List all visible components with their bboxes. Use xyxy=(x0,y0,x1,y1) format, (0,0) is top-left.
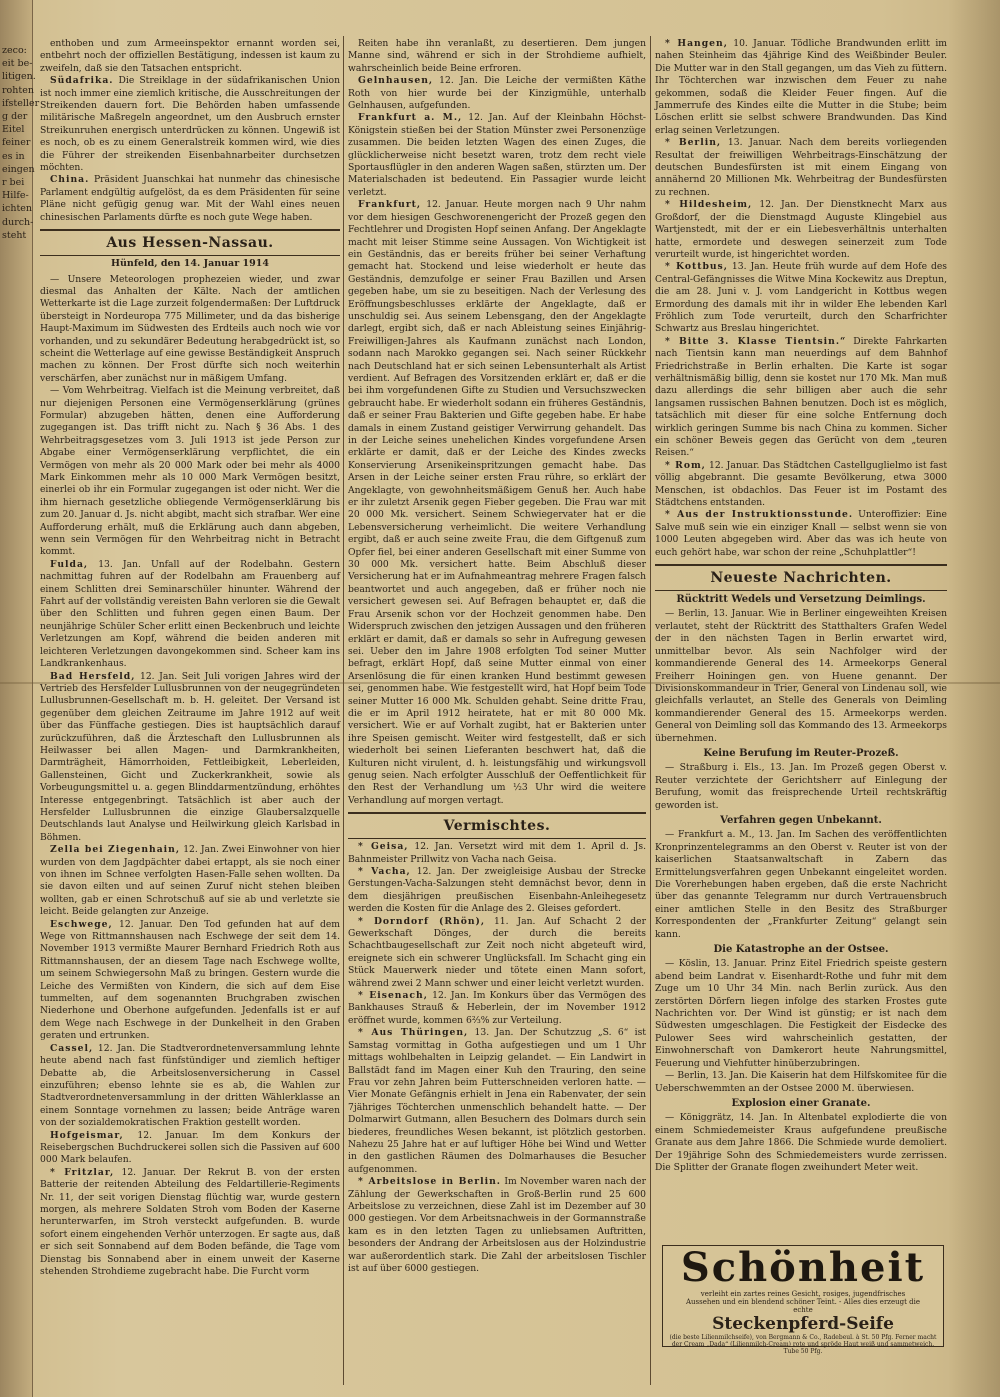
dateline: Hünfeld, den 14. Januar 1914 xyxy=(111,258,269,270)
gutter-fragment-list: zeco: eit be- litigen. rohten ifsteller g der Eitel feiner es in eingen r bei Hilfe- ichten durch- steht xyxy=(2,45,40,241)
article-paragraph: Zella bei Ziegenhain, 12. Jan. Zwei Einwohner von hier wurden von dem Jagdpächter dabei ertappt, als sie noch einer von ihnen im Schnee verfolgten Hasen-Falle sehen wollten. Da sie davon eilten und auf seinen Zuruf nicht stehen bleiben wollten, gab er einen Schrotschuß auf sie ab und verletzte sie leicht. Beide gelangten zur Anzeige. xyxy=(40,844,341,918)
article-paragraph: * Hangen, 10. Januar. Tödliche Brandwunden erlitt im nahen Steinheim das 4jährige Kind des Weißbinder Beuler. Die Mutter war in den Stall gegangen, um das Vieh zu füttern. Ihr Töchterchen war inzwischen dem Feuer zu nahe gekommen, sodaß die Kleider Feuer fingen. Auf die Jammerrufe des Kindes eilte die Mutter in die Stube; beim Löschen erlitt sie selbst schwere Brandwunden. Das Kind erlag seinen Verletzungen. xyxy=(655,38,947,136)
article-paragraph: — Unsere Meteorologen prophezeien wieder, und zwar diesmal das Anhalten der Kälte. Nach der amtlichen Wetterkarte ist die Lage zurzeit folgendermaßen: Der Luftdruck übersteigt in Nordeuropa 775 Millimeter, und da das bisherige Haupt-Maximum im Südwesten des Erdteils auch noch wie vor vorhanden, und zu sekundärer Bedeutung herabgedrückt ist, so scheint die Wetterlage auf eine gewisse Beständigkeit Anspruch machen zu können. Der Frost dürfte sich noch weiterhin verschärfen, aber zunächst nur in mäßigem Umfang. xyxy=(40,273,340,384)
article-paragraph: * Fritzlar, 12. Januar. Der Rekrut B. von der ersten Batterie der reitenden Abteilung des Feldartillerie-Regiments Nr. 11, der seit vorigen Dienstag flüchtig war, wurde gestern morgen, als mehrere Soldaten Stroh vom Boden der Kaserne herunterwarfen, im Stroh versteckt aufgefunden. B. wurde sofort einem eingehenden Verhör unterzogen. Er sagte aus, daß er sich seit Sonnabend auf dem Boden befände, die Tage vom Dienstag bis Sonnabend aber in einem unweit der Kaserne stehenden Strohdieme zugebracht habe. Die Furcht vorm xyxy=(40,1166,340,1277)
article-paragraph: — Berlin, 13. Jan. Die Kaiserin hat dem Hilfskomitee für die Ueberschwemmten an der Ostsee 2000 M. überwiesen. xyxy=(655,1070,947,1094)
article-paragraph: * Dorndorf (Rhön), 11. Jan. Auf Schacht 2 der Gewerkschaft Dönges, der durch die bereits Schachtbaugesellschaft zur Zeit noch nicht abgeteuft wird, ereignete sich ein schwerer Unglücksfall. Im Schacht ging ein Stück Mauerwerk nieder und tötete einen Mann sofort, während zwei 2 Mann schwer und einer leicht verletzt wurden. xyxy=(348,915,646,989)
article-paragraph: * Bitte 3. Klasse Tientsin.“ Direkte Fahrkarten nach Tientsin kann man neuerdings auf dem Bahnhof Friedrichstraße in Berlin erhalten. Die Karte ist sogar verhältnismäßig billig, denn sie kostet nur 170 Mk. Man muß dazu allerdings die sehr billigen aber auch die sehr langsamen russischen Bahnen benutzen. Doch ist es möglich, tatsächlich mit dieser für eine solche Entfernung doch wirklich geringen Summe bis nach China zu kommen. Sicher ein schöner Beweis gegen das Gerücht von dem „teuren Reisen.“ xyxy=(655,335,947,459)
article-paragraph: Fulda, 13. Jan. Unfall auf der Rodelbahn. Gestern nachmittag fuhren auf der Rodelbahn am Frauenberg auf einem Schlitten drei Seminarschüler hinunter. Während der Fahrt auf der vollständig vereisten Bahn verloren sie die Gewalt über den Schlitten und fuhren gegen einen Baum. Der neunjährige Schüler Scher erlitt einen Beckenbruch und leichte Verletzungen am Kopf, während die beiden anderen mit leichteren Verletzungen davongekommen sind. Scheer kam ins Landkrankenhaus. xyxy=(40,558,340,670)
ad-brand: Steckenpferd-Seife xyxy=(712,1314,894,1334)
article-paragraph: Frankfurt a. M., 12. Jan. Auf der Kleinbahn Höchst-Königstein stießen bei der Station Münster zwei Personenzüge zusammen. Die beiden letzten Wagen des einen Zuges, die glücklicherweise nicht besetzt waren, trotz dem recht viele Sportausflügler in den anderen Wagen saßen, stürzten um. Der Materialschaden ist bedeutend. Ein Passagier wurde leicht verletzt. xyxy=(348,112,646,198)
article-paragraph: * Kottbus, 13. Jan. Heute früh wurde auf dem Hofe des Central-Gefängnisses die Witwe Mina Kockewitz aus Dreptun, die am 28. Juni v. J. vom Landgericht in Kottbus wegen Ermordung des damals mit ihr in wilder Ehe lebenden Karl Fröhlich zum Tode verurteilt, durch den Scharfrichter Schwartz aus Breslau hingerichtet. xyxy=(655,261,947,335)
news-headline: Rücktritt Wedels und Versetzung Deimlings. xyxy=(676,594,926,606)
article-paragraph: Cassel, 12. Jan. Die Stadtverordnetenversammlung lehnte heute abend nach fast fünfstündiger und ziemlich heftiger Debatte ab, die Arbeitslosenversicherung in Cassel einzuführen; ebenso lehnte sie es ab, die Wahlen zur Stadtverordnetenversammlung in der dritten Wählerklasse an einem Sonntage vornehmen zu lassen; beide Anträge waren von der sozialdemokratischen Fraktion gestellt worden. xyxy=(40,1042,340,1129)
news-headline: Verfahren gegen Unbekannt. xyxy=(720,814,882,826)
ad-footnote: (die beste Lilienmilchseife), von Bergmann & Co., Radebeul. à St. 50 Pfg. Ferner macht der Cream „Dada“ (Lilienmilch-Cream) rote und spröde Haut weiß und sammetweich. Tube 50 Pfg. xyxy=(669,1334,937,1355)
article-paragraph: — Königgrätz, 14. Jan. In Altenbatel explodierte die von einem Schmiedemeister Kraus aufgefundene preußische Granate aus dem Jahre 1866. Die Schmiede wurde demoliert. Der 19jährige Sohn des Schmiedemeisters wurde zerrissen. Die Splitter der Granate flogen zweihundert Meter weit. xyxy=(655,1112,947,1173)
soap-advertisement xyxy=(662,1244,944,1355)
article-paragraph: — Frankfurt a. M., 13. Jan. Im Sachen des veröffentlichten Kronprinzentelegramms an den Oberst v. Reuter ist von der kaiserlichen Staatsanwaltschaft in Zabern das Ermittelungsverfahren gegen Unbekannt eingeleitet worden. Die Vorerhebungen haben ergeben, daß die erste Nachricht über das genannte Telegramm nur durch Vertrauensbruch einer amtlichen Stelle in den Besitz des Straßburger Korrespondenten der „Frankfurter Zeitung“ gelangt sein kann. xyxy=(655,829,947,940)
news-headline: Keine Berufung im Reuter-Prozeß. xyxy=(703,747,899,759)
column-2 xyxy=(348,38,646,1387)
column-1 xyxy=(40,38,340,1387)
article-paragraph: — Straßburg i. Els., 13. Jan. Im Prozeß gegen Oberst v. Reuter verzichtete der Gerichtsherr auf Einlegung der Berufung, womit das freisprechende Urteil rechtskräftig geworden ist. xyxy=(655,762,947,811)
article-paragraph: * Hildesheim, 12. Jan. Der Dienstknecht Marx aus Großdorf, der die Dienstmagd Auguste Klingebiel aus Wartjenstedt, mit der er ein Liebesverhältnis unterhalten hatte, ermordete und deswegen seinerzeit zum Tode verurteilt wurde, ist hingerichtet worden. xyxy=(655,199,947,260)
article-paragraph: Reiten habe ihn veranlaßt, zu desertieren. Dem jungen Manne sind, während er sich in der Strohdieme aufhielt, wahrscheinlich beide Beine erfroren. xyxy=(348,38,646,74)
article-paragraph: * Berlin, 13. Januar. Nach dem bereits vorliegenden Resultat der freiwilligen Wehrbeitrags-Einschätzung der deutschen Bundesfürsten ist mit einem Eingang von annähernd 20 Millionen Mk. Wehrbeitrag der Bundesfürsten zu rechnen. xyxy=(655,137,947,198)
column-divider xyxy=(650,36,651,1385)
article-paragraph: * Geisa, 12. Jan. Versetzt wird mit dem 1. April d. Js. Bahnmeister Prillwitz von Vacha nach Geisa. xyxy=(348,841,646,865)
article-paragraph: * Arbeitslose in Berlin. Im November waren nach der Zählung der Gewerkschaften in Groß-Berlin rund 25 600 Arbeitslose zu verzeichnen, diese Zahl ist im Dezember auf 30 000 gestiegen. Vor dem Arbeitsnachweis in der Gormannstraße kam es in den letzten Tagen zu unliebsamen Auftritten, besonders der Andrang der Arbeitslosen aus der Holzindustrie war außerordentlich stark. Die Zahl der arbeitslosen Tischler ist auf über 6000 gestiegen. xyxy=(348,1176,646,1274)
article-paragraph: Eschwege, 12. Januar. Den Tod gefunden hat auf dem Wege von Rittmannshausen nach Eschwege der seit dem 14. November 1913 vermißte Maurer Bernhard Friedrich Roth aus Rittmannshausen, der an diesem Tage nach Eschwege wollte, um seinem Schwiegersohn Maß zu bringen. Gestern wurde die Leiche des Vermißten von Kindern, die sich auf dem Eise tummelten, auf dem sogenannten Bruchgraben zwischen Niederhone und Oberhone aufgefunden. Jedenfalls ist er auf dem Wege nach Eschwege in der Dunkelheit in den Graben geraten und ertrunken. xyxy=(40,918,340,1042)
left-margin-fragments xyxy=(0,0,40,1397)
article-paragraph: Bad Hersfeld, 12. Jan. Seit Juli vorigen Jahres wird der Vertrieb des Hersfelder Lullusbrunnen von der neugegründeten Lullusbrunnen-Gesellschaft m. b. H. geleitet. Der Versand ist gegenüber dem gleichen Zeitraume im Jahre 1912 auf weit über das Fünffache gestiegen. Dies ist hauptsächlich darauf zurückzuführen, daß die Ärzteschaft den Lullusbrunnen als Heilwasser bei allen Magen- und Darmkrankheiten, Darmträgheit, Hämorrhoiden, Fettleibigkeit, Leberleiden, Gallensteinen, Gicht und Zuckerkrankheit, sowie als Vorbeugungsmittel u. a. gegen Blinddarmentzündung, erhöhtes Interesse entgegenbringt. Tatsächlich ist aber auch der Hersfelder Lullusbrunnen die einzige Glaubersalzquelle Deutschlands laut Analyse und Heilwirkung gleich Karlsbad in Böhmen. xyxy=(40,670,340,843)
article-paragraph: * Eisenach, 12. Jan. Im Konkurs über das Vermögen des Bankhauses Strauß & Heberlein, der im November 1912 eröffnet wurde, kommen 6⅔% zur Verteilung. xyxy=(348,990,646,1026)
ad-description: verleiht ein zartes reines Gesicht, rosiges, jugendfrisches Aussehen und ein blendend schöner Teint. - Alles dies erzeugt die echte xyxy=(685,1290,921,1314)
news-headline: Die Katastrophe an der Ostsee. xyxy=(713,944,889,956)
column-3 xyxy=(655,38,947,1237)
article-paragraph: — Köslin, 13. Januar. Prinz Eitel Friedrich speiste gestern abend beim Landrat v. Eisenhardt-Rothe und fuhr mit dem Zuge um 10 Uhr 34 Min. nach Berlin zurück. Aus den zerstörten Dörfern liegen infolge des starken Frostes gute Nachrichten vor. Der Wind ist günstig; er ist nach dem Südwesten umgeschlagen. Die Festigkeit der Eisdecke des Pulower Sees wird wahrscheinlich gestatten, der Einwohnerschaft von Damkerort heute Nahrungsmittel, Feuerung und Viehfutter hinüberzubringen. xyxy=(655,958,947,1069)
article-paragraph: * Aus Thüringen, 13. Jan. Der Schutzzug „S. 6“ ist Samstag vormittag in Gotha aufgestiegen und um 1 Uhr mittags wohlbehalten in Leipzig gelandet. — Ein Landwirt in Ballstädt fand im Magen einer Kuh den Trauring, den seine Frau vor zehn Jahren beim Futterschneiden verloren hatte. — Vier Monate Gefängnis erhielt in Jena ein Rabenvater, der sein 7jähriges Töchterchen unmenschlich behandelt hatte. — Der Dolmarwirt Gutmann, allen Besuchern des Dolmars durch sein biederes, freundliches Wesen bekannt, ist plötzlich gestorben. Nahezu 25 Jahre hat er auf luftiger Höhe bei Wind und Wetter in den gastlichen Räumen des Dolmarhauses die Besucher aufgenommen. xyxy=(348,1027,646,1175)
page-edge-shadow xyxy=(948,0,1000,1397)
article-paragraph: * Vacha, 12. Jan. Der zweigleisige Ausbau der Strecke Gerstungen-Vacha-Salzungen steht demnächst bevor, denn in dem diesjährigen preußischen Eisenbahn-Anleihegesetz werden die Kosten für die Anlage des 2. Gleises gefordert. xyxy=(348,866,646,915)
article-paragraph: Südafrika. Die Streiklage in der südafrikanischen Union ist noch immer eine ziemlich kritische, die Ausschreitungen der Streikenden dauern fort. Die Behörden haben umfassende militärische Maßregeln angeordnet, um den Ausbruch ernster Streikunruhen energisch unterdrücken zu können. Ungewiß ist es noch, ob es zu einem Generalstreik kommen wird, wie dies die Führer der streikenden Eisenbahnarbeiter durchsetzen möchten. xyxy=(40,75,340,174)
article-paragraph: China. Präsident Juanschkai hat nunmehr das chinesische Parlament endgültig aufgelöst, da es dem Präsidenten für seine Pläne nicht gefügig genug war. Mit der Wahl eines neuen chinesischen Parlaments dürfte es noch gute Wege haben. xyxy=(40,174,340,223)
article-paragraph: — Vom Wehrbeitrag. Vielfach ist die Meinung verbreitet, daß nur diejenigen Personen eine Vermögenserklärung (grünes Formular) abzugeben hätten, denen eine Aufforderung zugegangen ist. Das trifft nicht zu. Nach § 36 Abs. 1 des Wehrbeitragsgesetzes vom 3. Juli 1913 ist jede Person zur Abgabe einer Vermögenserklärung verpflichtet, die ein Vermögen von mehr als 20 000 Mark oder bei mehr als 4000 Mark Einkommen mehr als 10 000 Mark Vermögen besitzt, einerlei ob ihr ein Formular zugegangen ist oder nicht. Wer die ihm hiernach gesetzliche obliegende Vermögenserklärung bis zum 20. Januar d. Js. nicht abgibt, macht sich strafbar. Wer eine Aufforderung erhält, muß die Erklärung auch dann abgeben, wenn sein Vermögen für den Wehrbeitrag nicht in Betracht kommt. xyxy=(40,385,340,558)
article-paragraph: * Aus der Instruktionsstunde. Unteroffizier: Eine Salve muß sein wie ein einziger Knall — selbst wenn sie von 1000 Leuten abgegeben wird. Aber das was ich heute von euch gehört habe, war schon der reine „Schuhplattler“! xyxy=(655,509,947,558)
ad-title: Schönheit xyxy=(680,1244,926,1291)
section-heading: Aus Hessen-Nassau. xyxy=(40,229,340,256)
article-paragraph: enthoben und zum Armeeinspektor ernannt worden sei, entbehrt noch der offiziellen Bestätigung, indessen ist kaum zu zweifeln, daß sie den Tatsachen entspricht. xyxy=(40,38,340,74)
article-paragraph: * Rom, 12. Januar. Das Städtchen Castellguglielmo ist fast völlig abgebrannt. Die gesamte Bevölkerung, etwa 3000 Menschen, ist obdachlos. Das Feuer ist im Postamt des Städtchens entstanden. xyxy=(655,459,948,509)
section-heading: Vermischtes. xyxy=(348,812,646,839)
article-paragraph: — Berlin, 13. Januar. Wie in Berliner eingeweihten Kreisen verlautet, steht der Rücktritt des Statthalters Grafen Wedel der in den nächsten Tagen in Berlin erwartet wird, unmittelbar bevor. Als sein Nachfolger wird der kommandierende General des 14. Armeekorps General Freiherr Hoiningen gen. von Huene genannt. Der Divisionskommandeur in Trier, General von Lindenau soll, wie gleichfalls verlautet, an Stelle des Generals von Deimling kommandierender General des 15. Armeekorps werden. General von Deimling soll das Kommando des 13. Armeekorps übernehmen. xyxy=(655,608,947,744)
article-paragraph: Gelnhausen, 12. Jan. Die Leiche der vermißten Käthe Roth von hier wurde bei der Kinzigmühle, unterhalb Gelnhausen, aufgefunden. xyxy=(348,75,646,112)
article-paragraph: Hofgeismar, 12. Januar. Im dem Konkurs der Reisebergschen Buchdruckerei sollen sich die Passiven auf 600 000 Mark belaufen. xyxy=(40,1129,340,1166)
section-heading: Neueste Nachrichten. xyxy=(655,564,947,591)
news-headline: Explosion einer Granate. xyxy=(731,1097,871,1109)
article-paragraph: Frankfurt, 12. Januar. Heute morgen nach 9 Uhr nahm vor dem hiesigen Geschworenengericht der Prozeß gegen den Fechtlehrer und Drogisten Hopf seinen Anfang. Der Angeklagte macht mit leiser Stimme seine Aussagen. Von Wichtigkeit ist ein Geständnis, das er bereits früher bei seiner Verhaftung gemacht hat. Stockend und leise wiederholt er heute das Geständnis, demzufolge er seiner Frau Bazillen und Arsen gegeben habe, um sie zu beseitigen. Nach der Verlesung des Eröffnungsbeschlusses erklärte der Angeklagte, daß er unschuldig sei. Aus seinem Lebensgang, den der Angeklagte darlegt, ergibt sich, daß er nach Ableistung seines Einjährig-Freiwilligen-Jahres als Kaufmann zunächst nach London, sodann nach Marokko gegangen sei. Nach seiner Rückkehr nach Deutschland hat er sich seinen Lebensunterhalt als Artist verdient. Auf Befragen des Vorsitzenden erklärt er, daß er die bei ihm vorgefundenen Gifte zu Studien und Versuchszwecken gebraucht habe. Er wiederholt sodann ein früheres Geständnis, daß er seiner Frau Bakterien und Gifte gegeben habe. Er habe damals in einem Zustand geistiger Verwirrung gehandelt. Das in der Leiche seines unehelichen Kindes vorgefundene Arsen erklärte er damit, daß er der Leiche des Kindes zwecks Konservierung Arsenikeinspritzungen gemacht habe. Das Arsen in der Leiche seiner ersten Frau rühre, so erklärt der Angeklagte, von gewohnheitsmäßigem Genuß her. Auch habe er ihr zuletzt Arsenik gegen Fieber gegeben. Die Frau war mit 20 000 Mk. versichert. Seinem Schwiegervater hat er die Lebensversicherung verheimlicht. Die weitere Verhandlung ergibt, daß er auch seine zweite Frau, die dem Giftgenuß zum Opfer fiel, bei einer anderen Gesellschaft mit einer Summe von 30 000 Mk. versichert hatte. Beim Abschluß dieser Versicherung hat er im Aufnahmeantrag mehrere Fragen falsch beantwortet und auch angegeben, daß er früher noch nie versichert gewesen sei. Auf Befragen behauptet er, daß die Frau Arsenik schon vor der Hochzeit genommen habe. Den Widerspruch zwischen den jetzigen Aussagen und den früheren erklärt er damit, daß er damals so sehr in Aufregung gewesen sei. Ueber den im Jahre 1908 erfolgten Tod seiner Mutter befragt, erklärt Hopf, daß seine Mutter einmal von einer Arsenlösung die für einen kranken Hund bestimmt gewesen sei, genommen habe. Wie festgestellt wird, hat Hopf beim Tode seiner Mutter 16 000 Mk. Schulden gehabt. Seine dritte Frau, die er im April 1912 heiratete, hat er mit 80 000 Mk. versichert. Wie er auf Vorhalt zugibt, hat er Bakterien unter ihre Speisen gemischt. Weiter wird festgestellt, daß er sich wiederholt bei seinen Lieferanten beschwert hat, daß die Kulturen nicht virulent, d. h. leistungsfähig und wirkungsvoll genug seien. Nach erfolgter Ausschluß der Oeffentlichkeit für den Rest der Verhandlung um ½3 Uhr wird die weitere Verhandlung auf morgen vertagt. xyxy=(348,199,647,806)
column-divider xyxy=(343,36,344,1385)
